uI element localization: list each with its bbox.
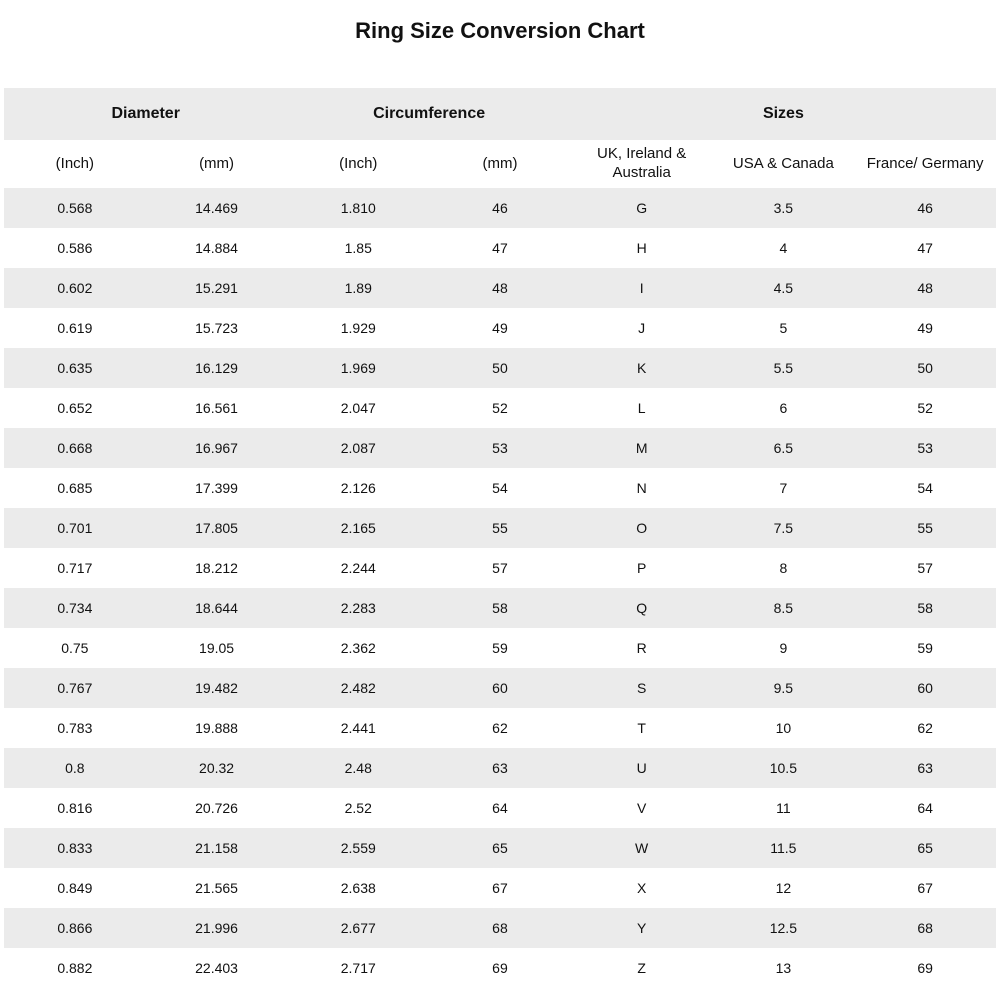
cell-diameter-inch: 0.701 (57, 520, 93, 536)
cell-circumference-inch: 2.48 (344, 760, 372, 776)
cell-circumference-inch: 2.638 (340, 880, 376, 896)
cell-circumference-mm: 54 (492, 480, 508, 496)
cell-uk-ireland-australia: X (636, 880, 647, 896)
table-row (4, 908, 996, 948)
cell-diameter-inch: 0.717 (57, 560, 93, 576)
group-header-sizes: Sizes (762, 105, 804, 122)
table-row (4, 428, 996, 468)
cell-uk-ireland-australia: K (636, 360, 647, 376)
cell-circumference-mm: 63 (492, 760, 508, 776)
column-header-circumference-mm: (mm) (482, 154, 518, 172)
cell-diameter-mm: 20.32 (199, 760, 235, 776)
cell-circumference-mm: 55 (492, 520, 508, 536)
cell-diameter-inch: 0.783 (57, 720, 93, 736)
cell-france-germany: 46 (917, 200, 933, 216)
cell-uk-ireland-australia: V (636, 800, 647, 816)
cell-france-germany: 64 (917, 800, 933, 816)
cell-france-germany: 48 (917, 280, 933, 296)
cell-usa-canada: 5 (779, 320, 788, 336)
cell-diameter-mm: 17.399 (195, 480, 238, 496)
cell-diameter-inch: 0.602 (57, 280, 93, 296)
cell-circumference-mm: 64 (492, 800, 508, 816)
cell-uk-ireland-australia: T (637, 720, 646, 736)
cell-circumference-mm: 57 (492, 560, 508, 576)
cell-circumference-mm: 52 (492, 400, 508, 416)
cell-usa-canada: 12.5 (769, 920, 797, 936)
column-header-uk-ireland-australia: UK, Ireland & Australia (597, 145, 687, 181)
cell-usa-canada: 6 (779, 400, 788, 416)
cell-diameter-mm: 18.212 (195, 560, 238, 576)
page-title: Ring Size Conversion Chart (355, 18, 645, 43)
cell-diameter-inch: 0.816 (57, 800, 93, 816)
table-row (4, 788, 996, 828)
cell-usa-canada: 5.5 (773, 360, 794, 376)
cell-circumference-inch: 1.810 (340, 200, 376, 216)
cell-diameter-mm: 16.561 (195, 400, 238, 416)
cell-circumference-mm: 49 (492, 320, 508, 336)
cell-diameter-mm: 21.158 (195, 840, 238, 856)
cell-diameter-mm: 14.884 (195, 240, 238, 256)
cell-usa-canada: 11.5 (770, 840, 797, 856)
cell-circumference-mm: 67 (492, 880, 508, 896)
cell-france-germany: 69 (917, 960, 933, 976)
cell-diameter-inch: 0.849 (57, 880, 93, 896)
cell-circumference-mm: 53 (492, 440, 508, 456)
cell-france-germany: 59 (917, 640, 933, 656)
cell-usa-canada: 8 (779, 560, 788, 576)
cell-diameter-inch: 0.668 (57, 440, 93, 456)
cell-uk-ireland-australia: H (636, 240, 647, 256)
cell-circumference-mm: 59 (492, 640, 508, 656)
table-row (4, 268, 996, 308)
group-header-row (4, 88, 996, 140)
cell-usa-canada: 9 (779, 640, 788, 656)
cell-circumference-inch: 2.52 (344, 800, 372, 816)
cell-usa-canada: 10 (775, 720, 792, 736)
cell-diameter-mm: 16.967 (195, 440, 238, 456)
cell-uk-ireland-australia: G (636, 200, 648, 216)
cell-circumference-inch: 2.559 (340, 840, 376, 856)
cell-circumference-mm: 50 (492, 360, 508, 376)
table-row (4, 748, 996, 788)
cell-circumference-inch: 2.441 (340, 720, 376, 736)
table-row (4, 228, 996, 268)
cell-diameter-mm: 15.291 (195, 280, 238, 296)
cell-circumference-mm: 62 (492, 720, 508, 736)
cell-france-germany: 49 (917, 320, 933, 336)
cell-usa-canada: 3.5 (773, 200, 794, 216)
cell-circumference-inch: 2.362 (340, 640, 376, 656)
cell-france-germany: 47 (917, 240, 933, 256)
cell-usa-canada: 10.5 (769, 760, 797, 776)
cell-uk-ireland-australia: I (639, 280, 644, 296)
cell-diameter-inch: 0.568 (57, 200, 93, 216)
column-header-row (4, 140, 996, 188)
cell-diameter-mm: 21.996 (195, 920, 238, 936)
ring-size-table (4, 88, 996, 988)
column-header-circumference-inch: (Inch) (339, 154, 378, 172)
table-row (4, 308, 996, 348)
cell-uk-ireland-australia: S (636, 680, 647, 696)
cell-diameter-mm: 16.129 (195, 360, 238, 376)
cell-circumference-inch: 2.482 (340, 680, 376, 696)
cell-uk-ireland-australia: J (638, 320, 646, 336)
cell-usa-canada: 9.5 (773, 680, 794, 696)
cell-france-germany: 54 (917, 480, 933, 496)
cell-usa-canada: 6.5 (773, 440, 794, 456)
cell-circumference-mm: 48 (492, 280, 508, 296)
cell-circumference-mm: 46 (492, 200, 508, 216)
group-header-diameter: Diameter (111, 105, 180, 122)
cell-circumference-mm: 69 (492, 960, 508, 976)
table-row (4, 668, 996, 708)
table-row (4, 348, 996, 388)
table-row (4, 868, 996, 908)
cell-diameter-mm: 19.05 (199, 640, 235, 656)
cell-circumference-mm: 47 (492, 240, 508, 256)
column-header-diameter-mm: (mm) (199, 154, 235, 172)
cell-usa-canada: 4 (779, 240, 788, 256)
cell-france-germany: 65 (917, 840, 933, 856)
table-row (4, 548, 996, 588)
cell-circumference-inch: 2.283 (340, 600, 376, 616)
cell-circumference-inch: 1.929 (340, 320, 376, 336)
cell-circumference-mm: 68 (492, 920, 508, 936)
cell-france-germany: 57 (917, 560, 933, 576)
table-header (4, 88, 996, 188)
cell-circumference-inch: 2.165 (340, 520, 376, 536)
cell-diameter-mm: 18.644 (195, 600, 238, 616)
table-row (4, 468, 996, 508)
table-row (4, 708, 996, 748)
cell-uk-ireland-australia: M (635, 440, 648, 456)
cell-usa-canada: 11 (776, 800, 791, 816)
cell-france-germany: 55 (917, 520, 933, 536)
cell-diameter-inch: 0.882 (57, 960, 93, 976)
table-row (4, 948, 996, 988)
cell-circumference-inch: 1.89 (344, 280, 372, 296)
cell-france-germany: 67 (917, 880, 933, 896)
table-row (4, 628, 996, 668)
cell-france-germany: 62 (917, 720, 933, 736)
cell-uk-ireland-australia: W (635, 840, 649, 856)
cell-usa-canada: 7 (779, 480, 788, 496)
cell-diameter-inch: 0.866 (57, 920, 93, 936)
cell-uk-ireland-australia: P (636, 560, 647, 576)
cell-usa-canada: 7.5 (773, 520, 794, 536)
column-header-usa-canada: USA & Canada (732, 154, 834, 172)
cell-circumference-inch: 2.677 (340, 920, 376, 936)
cell-france-germany: 50 (917, 360, 933, 376)
cell-diameter-mm: 22.403 (195, 960, 238, 976)
cell-circumference-mm: 65 (492, 840, 508, 856)
table-row (4, 828, 996, 868)
cell-diameter-mm: 20.726 (195, 800, 238, 816)
cell-circumference-inch: 1.969 (340, 360, 376, 376)
cell-diameter-mm: 15.723 (195, 320, 238, 336)
cell-uk-ireland-australia: R (636, 640, 647, 656)
cell-uk-ireland-australia: N (636, 480, 647, 496)
cell-diameter-inch: 0.833 (57, 840, 93, 856)
cell-diameter-mm: 14.469 (195, 200, 238, 216)
cell-diameter-inch: 0.75 (61, 640, 89, 656)
cell-uk-ireland-australia: L (637, 400, 646, 416)
cell-diameter-inch: 0.652 (57, 400, 93, 416)
cell-diameter-inch: 0.8 (65, 760, 85, 776)
cell-circumference-inch: 2.717 (340, 960, 376, 976)
cell-circumference-inch: 2.126 (340, 480, 376, 496)
table-row (4, 588, 996, 628)
cell-uk-ireland-australia: O (636, 520, 648, 536)
cell-uk-ireland-australia: Q (636, 600, 648, 616)
column-header-diameter-inch: (Inch) (55, 154, 95, 172)
cell-uk-ireland-australia: Y (636, 920, 647, 936)
cell-france-germany: 68 (917, 920, 933, 936)
table-row (4, 188, 996, 228)
cell-usa-canada: 12 (775, 880, 792, 896)
cell-diameter-mm: 19.482 (195, 680, 238, 696)
cell-diameter-inch: 0.767 (57, 680, 93, 696)
cell-france-germany: 52 (917, 400, 933, 416)
cell-diameter-mm: 19.888 (195, 720, 238, 736)
cell-circumference-mm: 58 (492, 600, 508, 616)
cell-usa-canada: 13 (775, 960, 792, 976)
cell-diameter-inch: 0.734 (57, 600, 93, 616)
cell-usa-canada: 4.5 (773, 280, 794, 296)
table-body (4, 188, 996, 988)
cell-france-germany: 53 (917, 440, 933, 456)
cell-diameter-inch: 0.635 (57, 360, 93, 376)
cell-diameter-inch: 0.685 (57, 480, 93, 496)
cell-france-germany: 63 (917, 760, 933, 776)
cell-diameter-mm: 17.805 (195, 520, 238, 536)
cell-circumference-mm: 60 (492, 680, 508, 696)
cell-circumference-inch: 2.244 (340, 560, 376, 576)
table-row (4, 388, 996, 428)
cell-uk-ireland-australia: U (636, 760, 647, 776)
cell-diameter-inch: 0.619 (57, 320, 93, 336)
column-header-france-germany: France/ Germany (866, 154, 984, 172)
cell-circumference-inch: 2.047 (340, 400, 376, 416)
cell-france-germany: 58 (917, 600, 933, 616)
cell-diameter-inch: 0.586 (57, 240, 93, 256)
cell-circumference-inch: 2.087 (340, 440, 376, 456)
group-header-circumference: Circumference (373, 105, 486, 122)
cell-uk-ireland-australia: Z (637, 960, 646, 976)
table-row (4, 508, 996, 548)
cell-circumference-inch: 1.85 (344, 240, 372, 256)
cell-diameter-mm: 21.565 (195, 880, 238, 896)
cell-france-germany: 60 (917, 680, 933, 696)
cell-usa-canada: 8.5 (773, 600, 794, 616)
